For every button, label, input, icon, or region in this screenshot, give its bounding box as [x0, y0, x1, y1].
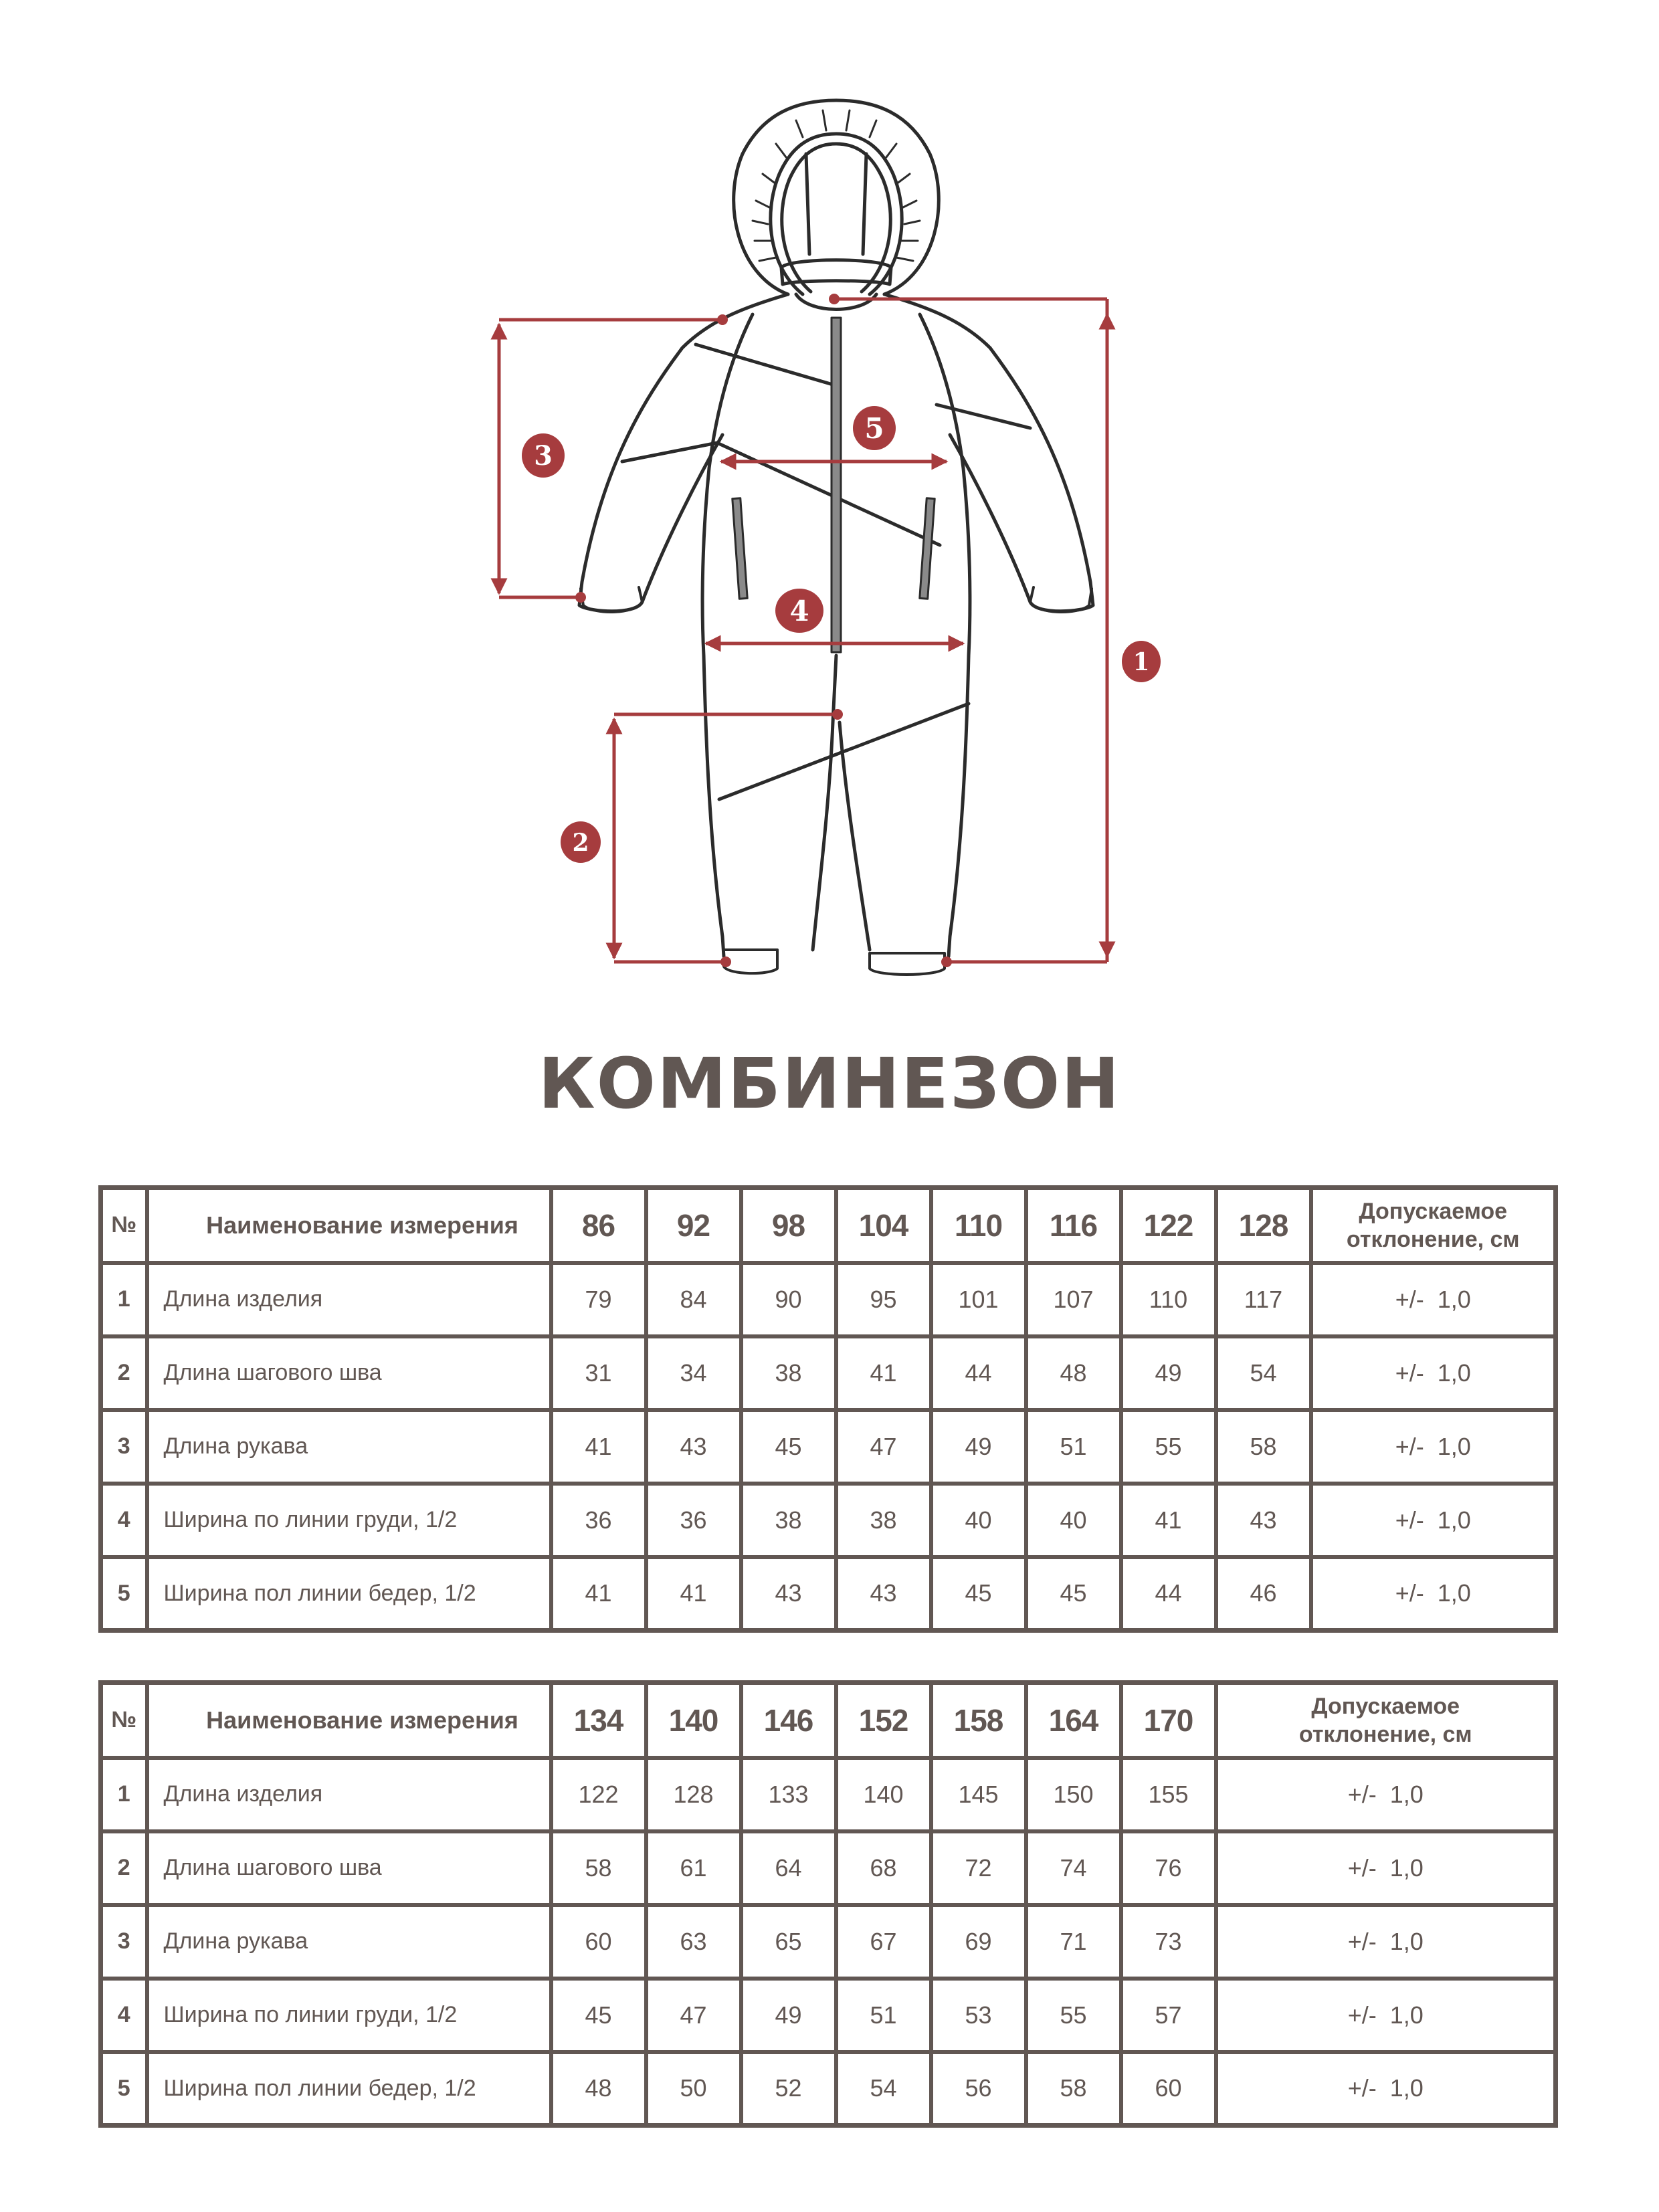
table-row [101, 1979, 1556, 2052]
measurement-value: 48 [551, 2052, 646, 2126]
measurement-value: 44 [1121, 1557, 1216, 1631]
header-size: 122 [1121, 1188, 1216, 1263]
row-number: 1 [101, 1263, 147, 1336]
measurement-value: 63 [646, 1905, 741, 1979]
measurement-value: 133 [741, 1758, 836, 1831]
measurement-value: 38 [836, 1484, 931, 1557]
badge-1-label: 1 [1133, 648, 1150, 676]
badge-1 [1122, 641, 1161, 682]
seam-sleeve-left [622, 443, 717, 462]
badge-5-label: 5 [864, 412, 884, 445]
measurement-value: 65 [741, 1905, 836, 1979]
tolerance-value: +/- 1,0 [1216, 1831, 1556, 1905]
header-size: 140 [646, 1683, 741, 1758]
seam-leg [719, 704, 969, 799]
measurement-value: 46 [1216, 1557, 1311, 1631]
measurement-name: Длина рукава [147, 1905, 551, 1979]
measurement-value: 57 [1121, 1979, 1216, 2052]
measurement-value: 38 [741, 1336, 836, 1410]
tolerance-value: +/- 1,0 [1216, 1905, 1556, 1979]
right-wrist-cuff [1030, 587, 1092, 612]
header-size: 110 [931, 1188, 1026, 1263]
measurement-value: 36 [646, 1484, 741, 1557]
measurement-name: Ширина пол линии бедер, 1/2 [147, 1557, 551, 1631]
measurement-value: 48 [1026, 1336, 1121, 1410]
measurement-value: 58 [1026, 2052, 1121, 2126]
header-no: № [101, 1683, 147, 1758]
measurement-value: 45 [741, 1410, 836, 1484]
measurement-value: 36 [551, 1484, 646, 1557]
header-size: 152 [836, 1683, 931, 1758]
center-zipper [832, 318, 841, 652]
row-number: 3 [101, 1410, 147, 1484]
measurement-value: 41 [836, 1336, 931, 1410]
measurement-value: 55 [1026, 1979, 1121, 2052]
table-row [101, 1831, 1556, 1905]
header-size: 86 [551, 1188, 646, 1263]
measurement-value: 74 [1026, 1831, 1121, 1905]
measurement-value: 58 [1216, 1410, 1311, 1484]
measurement-value: 76 [1121, 1831, 1216, 1905]
measurement-value: 73 [1121, 1905, 1216, 1979]
measurement-value: 47 [836, 1410, 931, 1484]
header-size: 134 [551, 1683, 646, 1758]
badge-2 [561, 821, 601, 863]
table-row [101, 1905, 1556, 1979]
measurement-value: 38 [741, 1484, 836, 1557]
jumpsuit-diagram [0, 0, 1659, 1003]
table-row [101, 1557, 1556, 1631]
tolerance-value: +/- 1,0 [1311, 1336, 1556, 1410]
measurement-value: 40 [1026, 1484, 1121, 1557]
jumpsuit-outline [579, 100, 1093, 975]
row-number: 1 [101, 1758, 147, 1831]
measurement-name: Длина рукава [147, 1410, 551, 1484]
header-name: Наименование измерения [147, 1188, 551, 1263]
seam-waist [717, 443, 940, 545]
header-tolerance [1216, 1683, 1556, 1758]
measurement-value: 51 [836, 1979, 931, 2052]
tolerance-value: +/- 1,0 [1216, 1979, 1556, 2052]
hood-inner-2 [782, 144, 891, 292]
header-size: 98 [741, 1188, 836, 1263]
badge-5 [853, 406, 896, 450]
measurement-value: 95 [836, 1263, 931, 1336]
measurement-value: 68 [836, 1831, 931, 1905]
measurement-value: 90 [741, 1263, 836, 1336]
table-row [101, 1263, 1556, 1336]
tolerance-value: +/- 1,0 [1216, 1758, 1556, 1831]
measurement-value: 47 [646, 1979, 741, 2052]
hood-outer [734, 100, 939, 294]
measurement-value: 44 [931, 1336, 1026, 1410]
measurement-value: 71 [1026, 1905, 1121, 1979]
header-size: 104 [836, 1188, 931, 1263]
hood-panel [806, 154, 866, 254]
measurement-value: 56 [931, 2052, 1026, 2126]
header-tolerance [1311, 1188, 1556, 1263]
measurement-value: 45 [1026, 1557, 1121, 1631]
row-number: 5 [101, 2052, 147, 2126]
measurement-value: 54 [836, 2052, 931, 2126]
measurement-value: 122 [551, 1758, 646, 1831]
tolerance-value: +/- 1,0 [1311, 1484, 1556, 1557]
product-title: КОМБИНЕЗОН [538, 1043, 1121, 1124]
table-row [101, 1484, 1556, 1557]
measurement-name: Ширина по линии груди, 1/2 [147, 1979, 551, 2052]
dot-wrist [575, 592, 586, 603]
left-sleeve-outer [579, 294, 788, 611]
tolerance-value: +/- 1,0 [1311, 1410, 1556, 1484]
measurement-value: 52 [741, 2052, 836, 2126]
measurement-value: 55 [1121, 1410, 1216, 1484]
left-leg-inner [813, 656, 836, 950]
table-row [101, 1410, 1556, 1484]
measurement-value: 41 [551, 1410, 646, 1484]
measurement-value: 41 [1121, 1484, 1216, 1557]
measurement-value: 107 [1026, 1263, 1121, 1336]
measurement-value: 53 [931, 1979, 1026, 2052]
badge-3 [522, 433, 565, 478]
measurement-value: 110 [1121, 1263, 1216, 1336]
dot-crotch [832, 709, 843, 720]
measurement-value: 43 [1216, 1484, 1311, 1557]
row-number: 3 [101, 1905, 147, 1979]
badge-4 [775, 589, 823, 633]
header-size: 170 [1121, 1683, 1216, 1758]
tolerance-value: +/- 1,0 [1311, 1263, 1556, 1336]
tolerance-value: +/- 1,0 [1216, 2052, 1556, 2126]
measurement-name: Длина изделия [147, 1263, 551, 1336]
measurement-value: 69 [931, 1905, 1026, 1979]
measurement-dots [575, 294, 952, 967]
row-number: 2 [101, 1336, 147, 1410]
measurement-value: 49 [741, 1979, 836, 2052]
measurement-value: 43 [836, 1557, 931, 1631]
row-number: 4 [101, 1484, 147, 1557]
left-torso [702, 314, 753, 957]
measurement-name: Длина шагового шва [147, 1336, 551, 1410]
right-pocket-zipper [920, 498, 935, 599]
measurement-value: 61 [646, 1831, 741, 1905]
measurement-value: 128 [646, 1758, 741, 1831]
header-size: 128 [1216, 1188, 1311, 1263]
dot-left-ankle [720, 957, 731, 967]
left-pocket-zipper [733, 498, 747, 599]
row-number: 4 [101, 1979, 147, 2052]
header-size: 146 [741, 1683, 836, 1758]
measurement-value: 43 [646, 1410, 741, 1484]
seam-chest-left [696, 344, 833, 385]
right-ankle-cuff [870, 953, 945, 975]
measurement-value: 72 [931, 1831, 1026, 1905]
header-tolerance-line1: Допускаемое [1311, 1693, 1460, 1719]
measurement-value: 54 [1216, 1336, 1311, 1410]
dot-neck [829, 294, 840, 304]
size-table-small [98, 1185, 1558, 1633]
header-name: Наименование измерения [147, 1683, 551, 1758]
header-size: 92 [646, 1188, 741, 1263]
header-tolerance-line2: отклонение, см [1298, 1721, 1472, 1747]
hood-visor [781, 260, 891, 284]
measurement-value: 101 [931, 1263, 1026, 1336]
tolerance-value: +/- 1,0 [1311, 1557, 1556, 1631]
measurement-value: 58 [551, 1831, 646, 1905]
header-size: 158 [931, 1683, 1026, 1758]
header-tolerance-line2: отклонение, см [1346, 1226, 1520, 1252]
measure-line-2 [614, 714, 838, 962]
measurement-value: 34 [646, 1336, 741, 1410]
measurement-name: Ширина по линии груди, 1/2 [147, 1484, 551, 1557]
measurement-value: 60 [1121, 2052, 1216, 2126]
measurement-value: 49 [1121, 1336, 1216, 1410]
header-row [101, 1683, 1556, 1758]
hood-inner [771, 134, 902, 294]
measurement-value: 41 [551, 1557, 646, 1631]
measurement-name: Длина шагового шва [147, 1831, 551, 1905]
measurement-value: 49 [931, 1410, 1026, 1484]
measurement-value: 67 [836, 1905, 931, 1979]
measurement-value: 50 [646, 2052, 741, 2126]
right-sleeve-outer [884, 294, 1093, 611]
badge-3-label: 3 [534, 440, 553, 472]
measurement-value: 117 [1216, 1263, 1311, 1336]
dot-right-ankle [941, 957, 952, 967]
header-size: 116 [1026, 1188, 1121, 1263]
measurement-value: 140 [836, 1758, 931, 1831]
right-leg-inner [840, 722, 870, 950]
measurement-value: 40 [931, 1484, 1026, 1557]
table-row [101, 2052, 1556, 2126]
measurement-value: 64 [741, 1831, 836, 1905]
measurement-value: 60 [551, 1905, 646, 1979]
table-row [101, 1758, 1556, 1831]
dot-shoulder [717, 314, 728, 325]
size-table-large [98, 1680, 1558, 2128]
measurement-name: Ширина пол линии бедер, 1/2 [147, 2052, 551, 2126]
header-row [101, 1188, 1556, 1263]
measurement-value: 155 [1121, 1758, 1216, 1831]
left-ankle-cuff [724, 950, 777, 973]
measurement-value: 41 [646, 1557, 741, 1631]
measurement-value: 43 [741, 1557, 836, 1631]
header-no: № [101, 1188, 147, 1263]
table-row [101, 1336, 1556, 1410]
measurement-value: 45 [931, 1557, 1026, 1631]
badge-4-label: 4 [789, 595, 809, 627]
measurement-value: 31 [551, 1336, 646, 1410]
measurement-value: 145 [931, 1758, 1026, 1831]
measurement-name: Длина изделия [147, 1758, 551, 1831]
measurement-value: 150 [1026, 1758, 1121, 1831]
measurement-value: 79 [551, 1263, 646, 1336]
measurement-value: 45 [551, 1979, 646, 2052]
badge-2-label: 2 [572, 829, 589, 857]
measurement-value: 84 [646, 1263, 741, 1336]
row-number: 2 [101, 1831, 147, 1905]
left-wrist-cuff [581, 587, 642, 612]
measurement-value: 51 [1026, 1410, 1121, 1484]
row-number: 5 [101, 1557, 147, 1631]
header-tolerance-line1: Допускаемое [1359, 1198, 1508, 1224]
seam-chest-right [937, 405, 1030, 428]
header-size: 164 [1026, 1683, 1121, 1758]
